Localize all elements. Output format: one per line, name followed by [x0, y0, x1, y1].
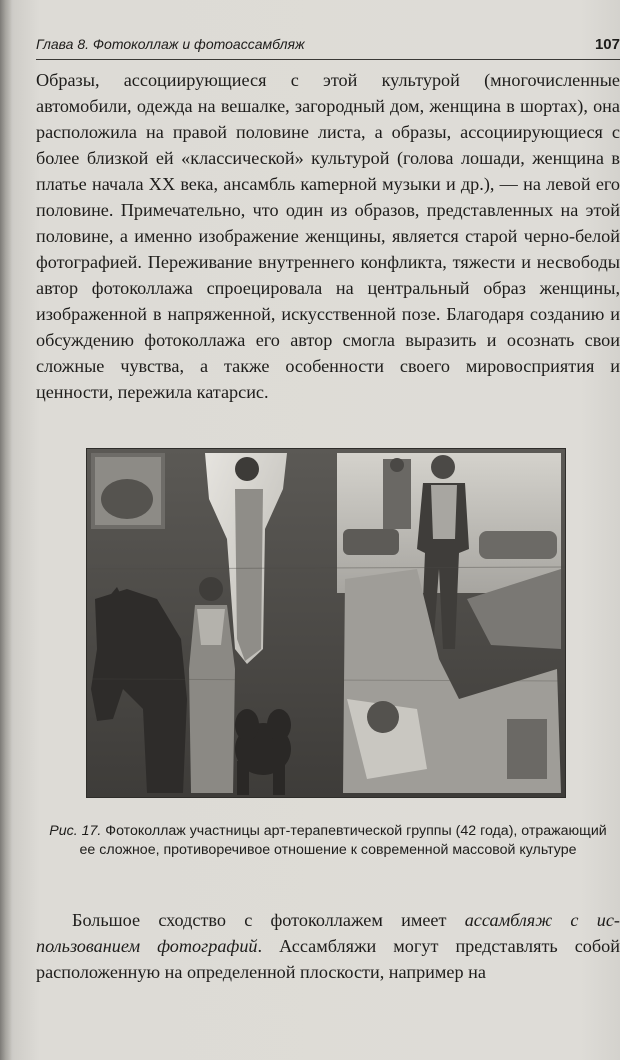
paragraph-2-start: Большое сходство с фотоколлажем имеет — [72, 910, 465, 930]
header-rule — [36, 59, 620, 60]
page-number: 107 — [594, 36, 620, 53]
photo-collage-image — [87, 449, 565, 797]
figure-caption-text: Фотоколлаж участницы арт-терапевтической группы (42 года), отражающий ее сложное, противоречивое отношение к современной массовой культуре — [79, 823, 607, 858]
paragraph-2-emphasis: ассамбляж с использованием фотографий — [36, 910, 620, 956]
running-head — [36, 36, 620, 56]
photo-collage-figure — [86, 448, 566, 798]
figure-caption — [40, 822, 616, 860]
chapter-title: Глава 8. Фотоколлаж и фотоассамбляж — [36, 36, 305, 52]
paragraph-1: Образы, ассоциирующиеся с этой культурой (многочисленные автомобили, одежда на вешалке, загородный дом, женщина в шортах), она расположила на правой половине листа, а образы, ассоциирующиеся с более близкой ей «классической» культурой (голова лошади, женщина в платье начала XX века, ансамбль каmерной музыки и др.), — на левой его половине. Примечательно, что один из образов, представленных на этой половине, а именно изображение женщины, является старой черно-белой фотографией. Переживание внутреннего конфликта, тяжести и несвободы автор фотоколлажа спроецировала на центральный образ женщины, изображенной в напряженной, искусственной позе. Благодаря созданию и обсуждению фотоколлажа его автор смогла выразить и осознать свои сложные чувства, а также особенности своего мировосприятия и ценности, пережила катарсис. — [36, 70, 620, 402]
figure-label: Рис. 17. — [49, 823, 102, 839]
paragraph-2-end: . Ассамбляжи могут представлять собой расположенную на определенной плоскости, например на — [36, 936, 620, 982]
paragraph-2 — [36, 907, 620, 985]
page-spine-shadow — [0, 0, 12, 1060]
